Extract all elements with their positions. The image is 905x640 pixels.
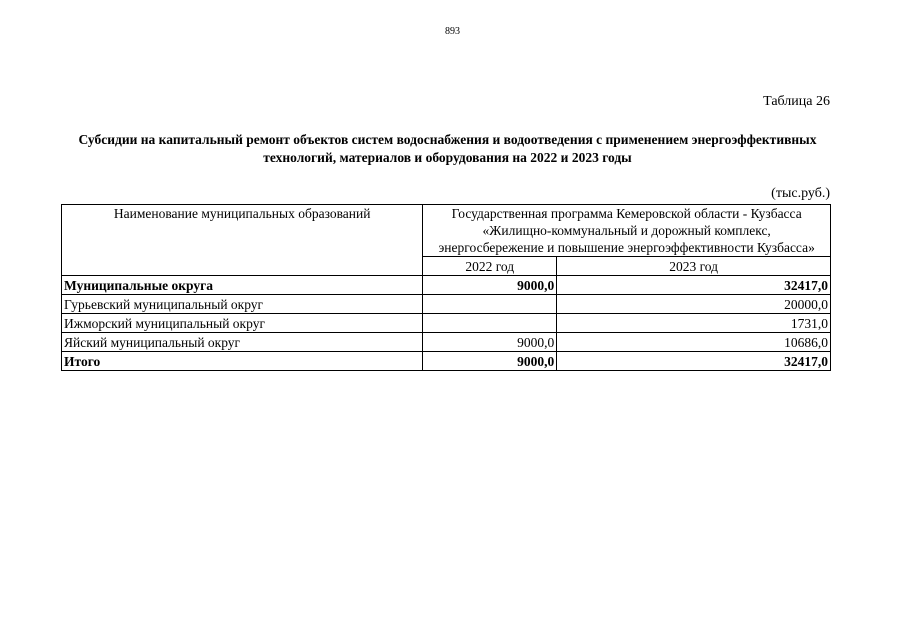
table-row-yaysky bbox=[62, 333, 831, 352]
row-value-2023: 20000,0 bbox=[557, 295, 831, 314]
title-line-2: технологий, материалов и оборудования на 2022 и 2023 годы bbox=[263, 150, 632, 165]
column-header-program bbox=[423, 205, 831, 257]
row-value-2022 bbox=[423, 295, 557, 314]
row-value-2023: 1731,0 bbox=[557, 314, 831, 333]
table-header-row bbox=[62, 205, 831, 257]
row-name: Яйский муниципальный округ bbox=[62, 333, 423, 352]
table-row-izhmorsky bbox=[62, 314, 831, 333]
row-value-2022: 9000,0 bbox=[423, 276, 557, 295]
row-name: Итого bbox=[62, 352, 423, 371]
table-label: Таблица 26 bbox=[763, 94, 830, 109]
row-name: Гурьевский муниципальный округ bbox=[62, 295, 423, 314]
page-number: 893 bbox=[445, 26, 460, 37]
row-value-2022 bbox=[423, 314, 557, 333]
program-line-3: энергосбережение и повышение энергоэффективности Кузбасса» bbox=[438, 240, 815, 255]
row-value-2022: 9000,0 bbox=[423, 333, 557, 352]
row-value-2022: 9000,0 bbox=[423, 352, 557, 371]
title-line-1: Субсидии на капитальный ремонт объектов систем водоснабжения и водоотведения с применением энергоэффективных bbox=[78, 132, 817, 147]
column-header-2023: 2023 год bbox=[557, 257, 831, 276]
row-name: Ижморский муниципальный округ bbox=[62, 314, 423, 333]
table-row-municipal-districts bbox=[62, 276, 831, 295]
row-value-2023: 32417,0 bbox=[557, 276, 831, 295]
column-header-2022: 2022 год bbox=[423, 257, 557, 276]
row-value-2023: 32417,0 bbox=[557, 352, 831, 371]
table-row-total bbox=[62, 352, 831, 371]
program-line-1: Государственная программа Кемеровской области - Кузбасса bbox=[451, 206, 802, 221]
row-name: Муниципальные округа bbox=[62, 276, 423, 295]
program-line-2: «Жилищно-коммунальный и дорожный комплекс, bbox=[482, 223, 771, 238]
subsidies-table bbox=[61, 204, 831, 371]
row-value-2023: 10686,0 bbox=[557, 333, 831, 352]
column-header-name: Наименование муниципальных образований bbox=[62, 205, 423, 276]
table-row-guryevsky bbox=[62, 295, 831, 314]
units-label: (тыс.руб.) bbox=[771, 186, 830, 201]
document-title bbox=[55, 131, 840, 167]
